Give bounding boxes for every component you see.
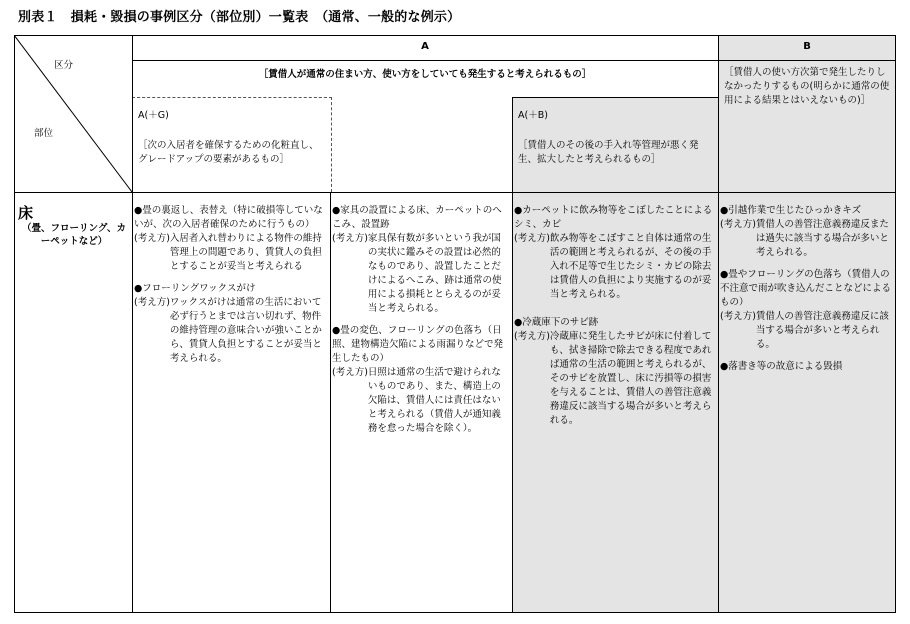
item-reason: 賃借人の善管注意義務違反または過失に該当する場合が多いと考えられる。	[755, 219, 889, 258]
list-item	[720, 360, 894, 374]
list-item	[720, 204, 894, 260]
page-title: 別表１ 損耗・毀損の事例区分（部位別）一覧表 （通常、一般的な例示）	[18, 10, 461, 25]
col-a-description: ［賃借人が通常の住まい方、使い方をしていても発生すると考えられるもの］	[258, 69, 592, 80]
a-plus-g-label: A(＋G)	[138, 110, 169, 121]
reason-label: (考え方)	[720, 311, 756, 322]
divider-col3	[512, 97, 513, 613]
row-subtitle: （畳、フローリング、カーペットなど）	[22, 223, 126, 247]
list-item	[332, 324, 510, 436]
divider-aplusb-top	[512, 97, 718, 98]
col-b-heading: B	[803, 41, 811, 52]
divider-col2	[330, 192, 331, 613]
reason-label: (考え方)	[514, 331, 550, 342]
list-item	[514, 316, 716, 428]
header-kubun: 区分	[54, 60, 74, 71]
reason-label: (考え方)	[514, 233, 550, 244]
a-plus-b-label: A(＋B)	[518, 110, 548, 121]
col-a-heading: A	[421, 41, 429, 52]
item-heading: ●畳の変色、フローリングの色落ち（日照、建物構造欠陥による雨漏りなどで発生したもの）	[332, 325, 504, 364]
reason-label: (考え方)	[332, 233, 368, 244]
divider-header-body	[14, 192, 896, 193]
item-heading: ●カーペットに飲み物等をこぼしたことによるシミ、カビ	[514, 205, 713, 230]
header-bui: 部位	[34, 128, 54, 139]
col2-content	[332, 204, 510, 444]
item-reason: 家具保有数が多いという我が国の実状に鑑みその設置は必然的なものであり、設置したことだけによるへこみ、跡は通常の使用による損耗ととらえるのが妥当と考えられる。	[367, 233, 502, 314]
reason-label: (考え方)	[332, 367, 368, 378]
item-heading: ●引越作業で生じたひっかきキズ	[720, 205, 862, 216]
list-item	[720, 268, 894, 352]
item-reason: 冷蔵庫に発生したサビが床に付着しても、拭き掃除で除去できる程度であれば通常の生活の範囲と考えられるが、そのサビを放置し、床に汚損等の損害を与えることは、賃借人の善管注意義務違反に該当する場合が多いと考えられる。	[549, 331, 712, 426]
item-reason: 日照は通常の生活で避けられないものであり、また、構造上の欠陥は、賃借人には責任はないと考えられる（賃借人が通知義務を怠った場合を除く）。	[367, 367, 501, 434]
col1-content	[134, 204, 328, 374]
col-b-description: ［賃借人の使い方次第で発生したりしなかったりするもの(明らかに通常の使用による結果とはいえないもの)］	[724, 67, 890, 106]
item-heading: ●落書き等の故意による毀損	[720, 361, 843, 372]
item-heading: ●冷蔵庫下のサビ跡	[514, 317, 599, 328]
divider-a-b	[718, 35, 719, 613]
item-reason: 賃借人の善管注意義務違反に該当する場合が多いと考えられる。	[755, 311, 889, 350]
item-reason: 飲み物等をこぼすこと自体は通常の生活の範囲と考えられるが、その後の手入れ不足等で生じたシミ・カビの除去は賃借人の負担により実施するのが妥当と考えられる。	[549, 233, 712, 300]
list-item	[332, 204, 510, 316]
item-heading: ●畳の裏返し、表替え（特に破損等していないが、次の入居者確保のために行うもの）	[134, 205, 323, 230]
item-heading: ●畳やフローリングの色落ち（賃借人の不注意で雨が吹き込んだことなどによるもの）	[720, 269, 892, 308]
reason-label: (考え方)	[720, 219, 756, 230]
border-bottom	[14, 612, 896, 613]
border-left	[14, 35, 15, 613]
list-item	[514, 204, 716, 302]
row-label	[18, 204, 130, 248]
item-reason: ワックスがけは通常の生活において必ず行うとまでは言い切れず、物件の維持管理の意味合いが強いことから、賃貸人負担とすることが妥当と考えられる。	[169, 297, 322, 364]
item-reason: 入居者入れ替わりによる物件の維持管理上の問題であり、賃貸人の負担とすることが妥当と考えられる	[169, 233, 322, 272]
col3-content	[514, 204, 716, 436]
border-right	[895, 35, 896, 613]
a-plus-g-dashed-edge	[331, 97, 332, 192]
col4-content	[720, 204, 894, 382]
damage-classification-table	[14, 35, 896, 613]
reason-label: (考え方)	[134, 233, 170, 244]
list-item	[134, 282, 328, 366]
item-heading: ●家具の設置による床、カーペットのへこみ、設置跡	[332, 205, 502, 230]
divider-heading-row	[132, 60, 895, 61]
row-title: 床	[18, 204, 34, 222]
a-plus-g-description: ［次の入居者を確保するための化粧直し、グレードアップの要素があるもの］	[138, 140, 319, 165]
a-plus-b-description: ［賃借人のその後の手入れ等管理が悪く発生、拡大したと考えられるもの］	[518, 140, 699, 165]
reason-label: (考え方)	[134, 297, 170, 308]
divider-label-col	[132, 35, 133, 613]
list-item	[134, 204, 328, 274]
border-top	[14, 35, 896, 36]
item-heading: ●フローリングワックスがけ	[134, 283, 256, 294]
a-plus-g-dashed-top	[132, 97, 332, 98]
